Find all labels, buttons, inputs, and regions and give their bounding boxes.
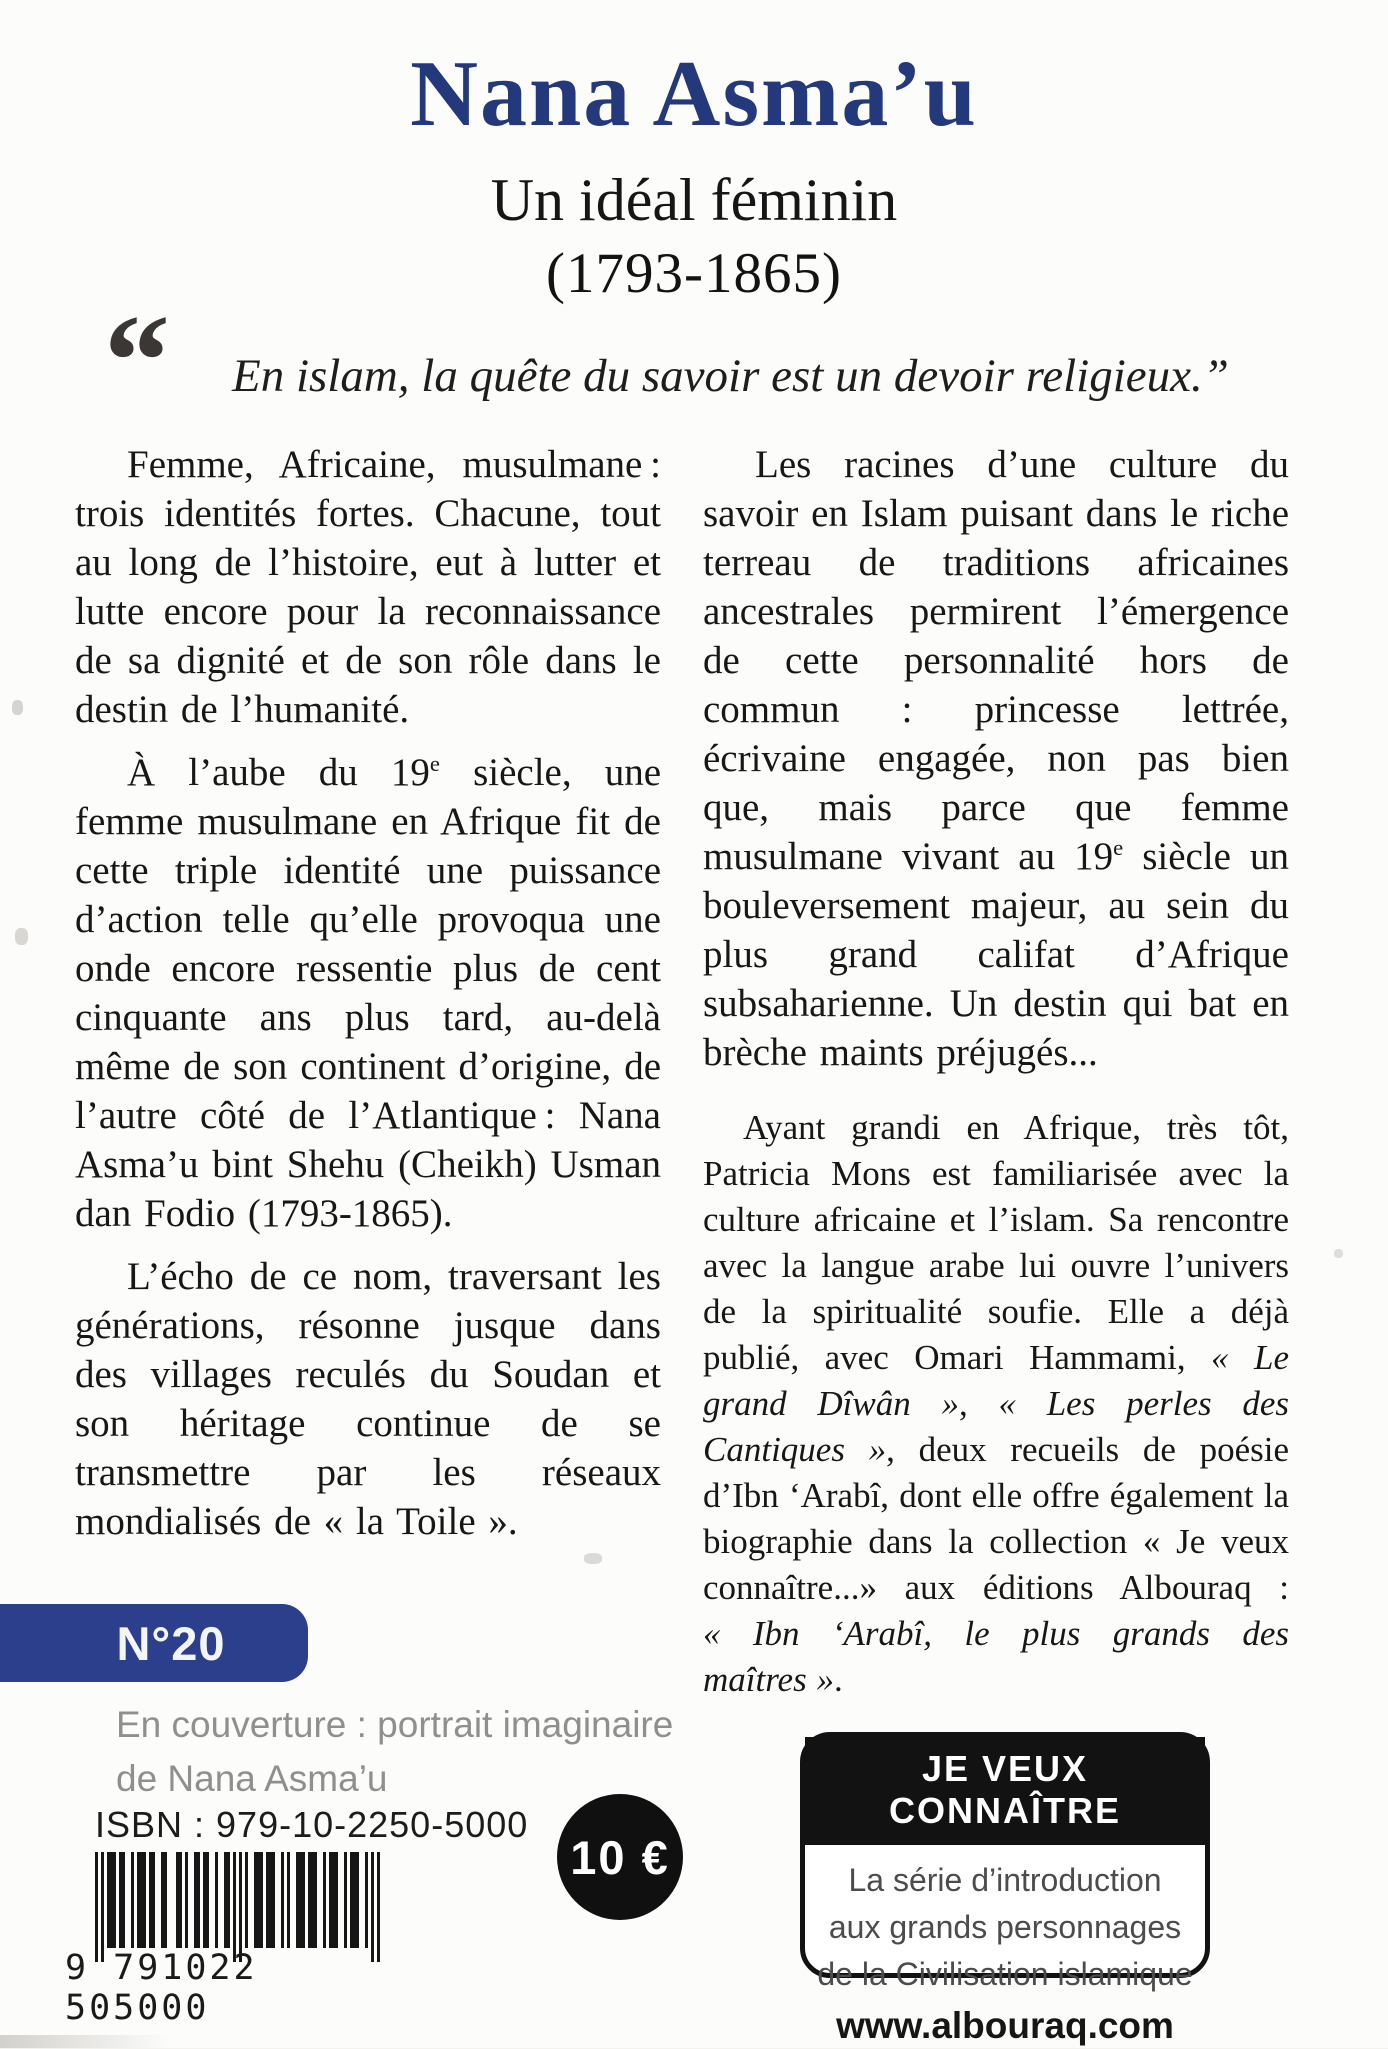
right-column: [703, 440, 1289, 1717]
scan-speck: [15, 928, 28, 945]
left-column: [75, 440, 661, 1717]
barcode: [65, 1852, 395, 2028]
series-collection-box: [800, 1732, 1210, 2046]
collection-description: [805, 1845, 1205, 2049]
collection-line1: La série d’introduction: [848, 1862, 1162, 1898]
barcode-bars: [95, 1852, 395, 1962]
scan-edge-smudge: [0, 2035, 170, 2048]
scan-speck: [584, 1553, 602, 1564]
price-badge: [557, 1794, 683, 1920]
paragraph-19th-century: À l’aube du 19e siècle, une femme musulmane en Afrique fit de cette triple identité une puissance d’action telle qu’elle provoqua une onde encore ressentie plus de cent cinquante ans plus tard, au-delà même de son continent d’origine, de l’autre côté de l’Atlantique : Nana Asma’u bint Shehu (Cheikh) Usman dan Fodio (1793-1865).: [75, 751, 662, 1235]
author-bio: Ayant grandi en Afrique, très tôt, Patricia Mons est familiarisée avec la culture africaine et l’islam. Sa rencontre avec la langue arabe lui ouvre l’univers de la spiritualité soufie. Elle a déjà publié, avec Omari Hammami, « Le grand Dîwân », « Les perles des Cantiques », deux recueils de poésie d’Ibn ‘Arabî, dont elle offre également la biographie dans la collection « Je veux connaître...» aux éditions Albouraq : « Ibn ‘Arabî, le plus grands des maîtres ».: [703, 1108, 1290, 1699]
collection-line2: aux grands personnages: [828, 1909, 1182, 1945]
life-dates: (1793-1865): [546, 242, 842, 305]
series-number-badge: N°20: [0, 1604, 308, 1682]
barcode-digits: 9 791022 505000: [65, 1948, 258, 2028]
collection-line3: de la Civilisation islamique: [817, 1956, 1193, 1992]
book-subtitle: Un idéal féminin: [490, 167, 898, 233]
cover-caption: [116, 1698, 673, 1806]
body-columns: [75, 440, 1289, 1717]
book-title: Nana Asma’u: [410, 42, 978, 146]
paragraph-identities: Femme, Africaine, musulmane : trois identités fortes. Chacune, tout au long de l’histoire, eut à lutter et lutte encore pour la reconnaissance de sa dignité et de son rôle dans le destin de l’humanité.: [75, 443, 661, 731]
epigraph-text: En islam, la quête du savoir est un devoir religieux.”: [232, 350, 1229, 402]
paragraph-roots: Les racines d’une culture du savoir en Islam puisant dans le riche terreau de traditions africaines ancestrales permirent l’émergence de cette personnalité hors de commun : princesse lettrée, écrivaine engagée, non pas bien que, mais parce que femme musulmane vivant au 19e siècle un bouleversement majeur, au sein du plus grand califat d’Afrique subsaharienne. Un destin qui bat en brèche maints préjugés...: [703, 443, 1289, 1074]
price-label: 10 €: [570, 1830, 670, 1884]
scan-speck: [12, 700, 23, 715]
publisher-website: www.albouraq.com: [836, 2005, 1174, 2046]
collection-name: JE VEUX CONNAÎTRE: [805, 1737, 1205, 1845]
isbn-label: ISBN : 979-10-2250-5000: [95, 1804, 529, 1845]
cover-caption-line1: En couverture : portrait imaginaire: [116, 1704, 674, 1745]
cover-caption-line2: de Nana Asma’u: [116, 1758, 388, 1799]
open-quote-icon: “: [104, 287, 170, 434]
paragraph-legacy: L’écho de ce nom, traversant les générations, résonne jusque dans des villages reculés du Soudan et son héritage continue de se transmettre par les réseaux mondialisés de « la Toile ».: [75, 1255, 661, 1543]
epigraph: [104, 287, 1294, 438]
scan-speck: [1334, 1249, 1343, 1258]
